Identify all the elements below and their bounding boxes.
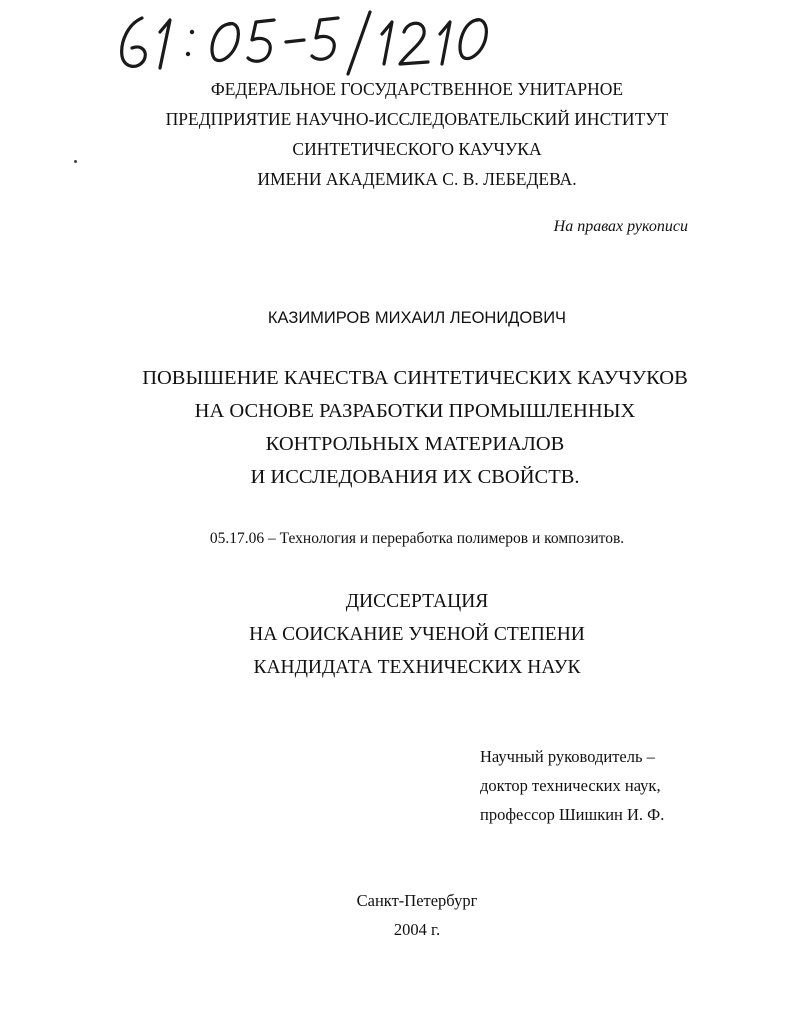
title-line: ПОВЫШЕНИЕ КАЧЕСТВА СИНТЕТИЧЕСКИХ КАУЧУКОВ <box>142 367 688 389</box>
institute-name <box>0 74 794 194</box>
supervisor-info <box>480 742 664 829</box>
supervisor-line: Научный руководитель – <box>480 747 655 766</box>
degree-line: КАНДИДАТА ТЕХНИЧЕСКИХ НАУК <box>253 657 581 678</box>
institute-line: ПРЕДПРИЯТИЕ НАУЧНО-ИССЛЕДОВАТЕЛЬСКИЙ ИНСТИТУТ <box>165 109 669 129</box>
scan-speck <box>74 160 77 163</box>
supervisor-line: доктор технических наук, <box>480 776 661 795</box>
dissertation-title <box>0 362 794 494</box>
author-name: КАЗИМИРОВ МИХАИЛ ЛЕОНИДОВИЧ <box>267 309 567 327</box>
place-and-year <box>0 886 794 944</box>
city: Санкт-Петербург <box>356 891 478 910</box>
institute-line: СИНТЕТИЧЕСКОГО КАУЧУКА <box>292 139 542 159</box>
specialty-code: 05.17.06 – Технология и переработка полимеров и композитов. <box>209 530 625 547</box>
institute-line: ФЕДЕРАЛЬНОЕ ГОСУДАРСТВЕННОЕ УНИТАРНОЕ <box>210 79 624 99</box>
institute-line: ИМЕНИ АКАДЕМИКА С. В. ЛЕБЕДЕВА. <box>257 169 577 189</box>
degree-line: ДИССЕРТАЦИЯ <box>345 591 489 612</box>
year: 2004 г. <box>393 920 441 939</box>
degree-line: НА СОИСКАНИЕ УЧЕНОЙ СТЕПЕНИ <box>249 624 585 645</box>
title-line: И ИССЛЕДОВАНИЯ ИХ СВОЙСТВ. <box>250 466 580 488</box>
handwritten-archive-code <box>112 6 512 76</box>
title-line: КОНТРОЛЬНЫХ МАТЕРИАЛОВ <box>265 433 565 455</box>
supervisor-line: профессор Шишкин И. Ф. <box>480 805 665 824</box>
rights-note: На правах рукописи <box>553 218 688 235</box>
title-line: НА ОСНОВЕ РАЗРАБОТКИ ПРОМЫШЛЕННЫХ <box>194 400 636 422</box>
degree-statement <box>0 585 794 684</box>
